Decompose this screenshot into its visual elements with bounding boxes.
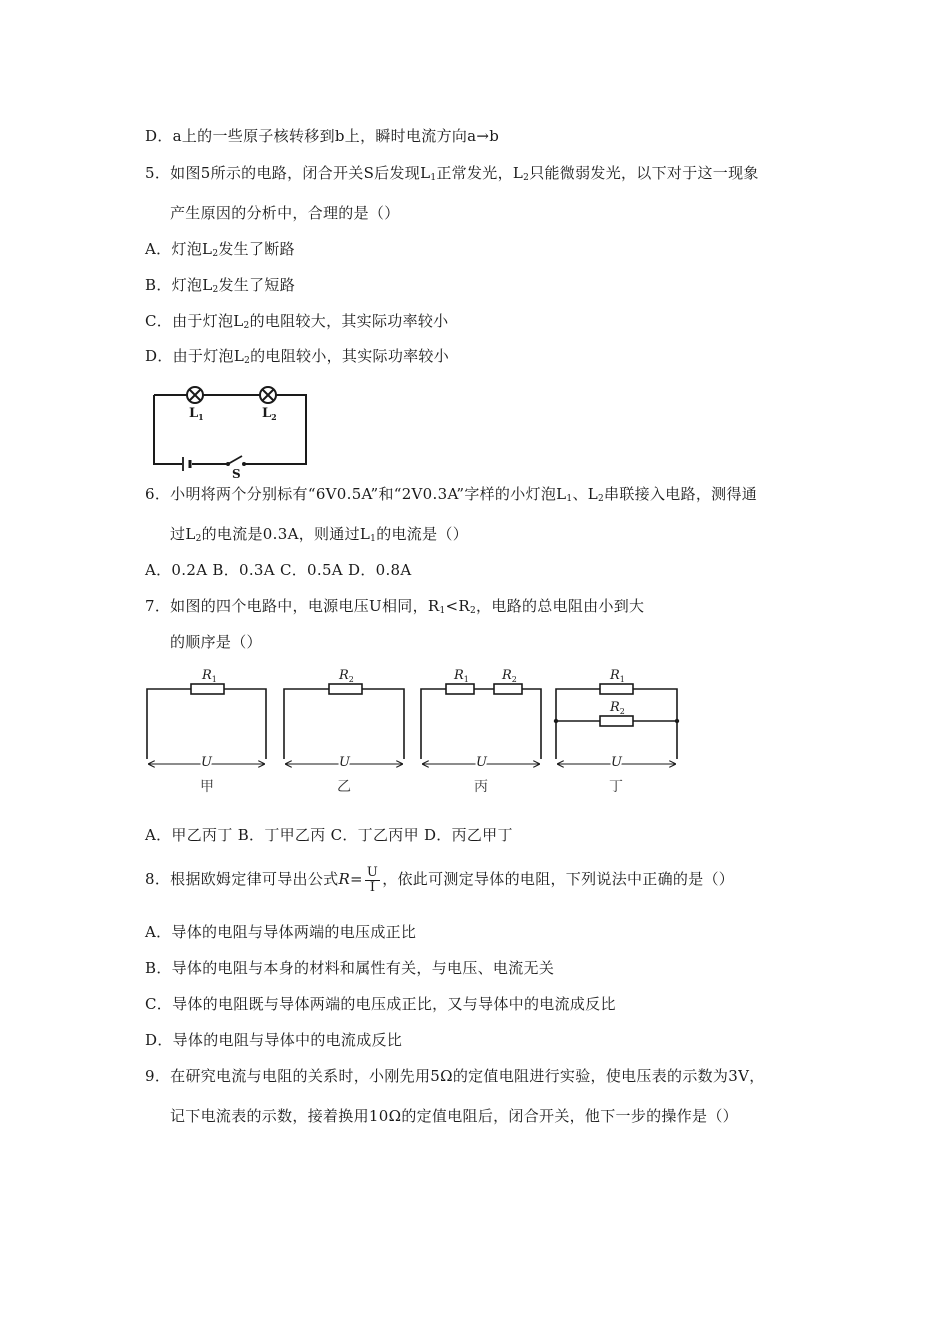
label-r2-yi: $R_2$ xyxy=(339,668,354,684)
q6-options: A．0.2A B．0.3A C．0.5A D．0.8A xyxy=(145,561,412,579)
caption-bing: 丙 xyxy=(474,779,488,795)
q5-stem: 5．如图5所示的电路，闭合开关S后发现$L_1$正常发光，$L_2$只能微弱发光，以下对于这一现象 xyxy=(145,164,759,183)
q8-option-c: C．导体的电阻既与导体两端的电压成正比，又与导体中的电流成反比 xyxy=(145,995,616,1013)
resistor-r2 xyxy=(329,684,362,694)
caption-yi: 乙 xyxy=(337,779,351,795)
label-r1-ding: $R_1$ xyxy=(610,668,625,684)
label-r1-bing: $R_1$ xyxy=(454,668,469,684)
resistor-r1-series xyxy=(446,684,474,694)
q6-stem-cont: 过$L_2$的电流是0.3A，则通过$L_1$的电流是（） xyxy=(170,525,469,544)
circuit-yi xyxy=(284,684,404,764)
formula-r: R= xyxy=(338,870,363,888)
label-u-bing: U xyxy=(476,755,487,770)
q5-stem-cont: 产生原因的分析中，合理的是（） xyxy=(170,204,400,222)
label-l1: $L_1$ xyxy=(189,406,204,422)
q7-stem-cont: 的顺序是（） xyxy=(170,633,262,651)
switch-icon xyxy=(228,456,242,464)
label-l2: $L_2$ xyxy=(262,406,277,422)
label-u-ding: U xyxy=(611,755,622,770)
q8-stem: 8．根据欧姆定律可导出公式R= $\frac{U}{I}$ ，依此可测定导体的电阻，下列说法中正确的是（） xyxy=(145,864,735,895)
circuit-jia xyxy=(147,684,266,764)
figure-5-circuit xyxy=(148,380,312,481)
q9-stem: 9．在研究电流与电阻的关系时，小刚先用5Ω的定值电阻进行实验，使电压表的示数为3V， xyxy=(145,1067,765,1085)
q8-option-a: A．导体的电阻与导体两端的电压成正比 xyxy=(145,923,417,941)
label-r2-bing: $R_2$ xyxy=(502,668,517,684)
circuit-ding xyxy=(556,684,677,764)
q5-option-b: B．灯泡$L_2$发生了短路 xyxy=(145,276,296,295)
label-u-yi: U xyxy=(339,755,350,770)
q5-option-c: C．由于灯泡$L_2$的电阻较大，其实际功率较小 xyxy=(145,312,449,331)
resistor-r2-series xyxy=(494,684,522,694)
q8-option-b: B．导体的电阻与本身的材料和属性有关，与电压、电流无关 xyxy=(145,959,555,977)
label-s: S xyxy=(232,467,241,481)
circuit-bing xyxy=(421,684,541,764)
q4-option-d: D．a上的一些原子核转移到b上，瞬时电流方向a→b xyxy=(145,127,500,145)
q6-stem: 6．小明将两个分别标有“6V0.5A”和“2V0.3A”字样的小灯泡$L_1$、$L_2$串联接入电路，测得通 xyxy=(145,485,758,504)
label-r1-jia: $R_1$ xyxy=(202,668,217,684)
figure-7-circuits xyxy=(140,662,685,796)
caption-ding: 丁 xyxy=(609,779,623,795)
q9-stem-cont: 记下电流表的示数，接着换用10Ω的定值电阻后，闭合开关，他下一步的操作是（） xyxy=(170,1107,738,1125)
caption-jia: 甲 xyxy=(200,779,214,795)
formula-fraction: $\frac{U}{I}$ xyxy=(366,864,379,895)
label-r2-ding: $R_2$ xyxy=(610,700,625,716)
q7-stem: 7．如图的四个电路中，电源电压U相同，$R_1<R_2$，电路的总电阻由小到大 xyxy=(145,597,645,616)
q7-options: A．甲乙丙丁 B．丁甲乙丙 C．丁乙丙甲 D．丙乙甲丁 xyxy=(145,826,513,844)
q8-option-d: D．导体的电阻与导体中的电流成反比 xyxy=(145,1031,403,1049)
label-u-jia: U xyxy=(201,755,212,770)
q5-option-d: D．由于灯泡$L_2$的电阻较小，其实际功率较小 xyxy=(145,347,450,366)
resistor-r1 xyxy=(191,684,224,694)
q5-option-a: A．灯泡$L_2$发生了断路 xyxy=(145,240,295,259)
resistor-r2-parallel xyxy=(600,716,633,726)
resistor-r1-parallel xyxy=(600,684,633,694)
